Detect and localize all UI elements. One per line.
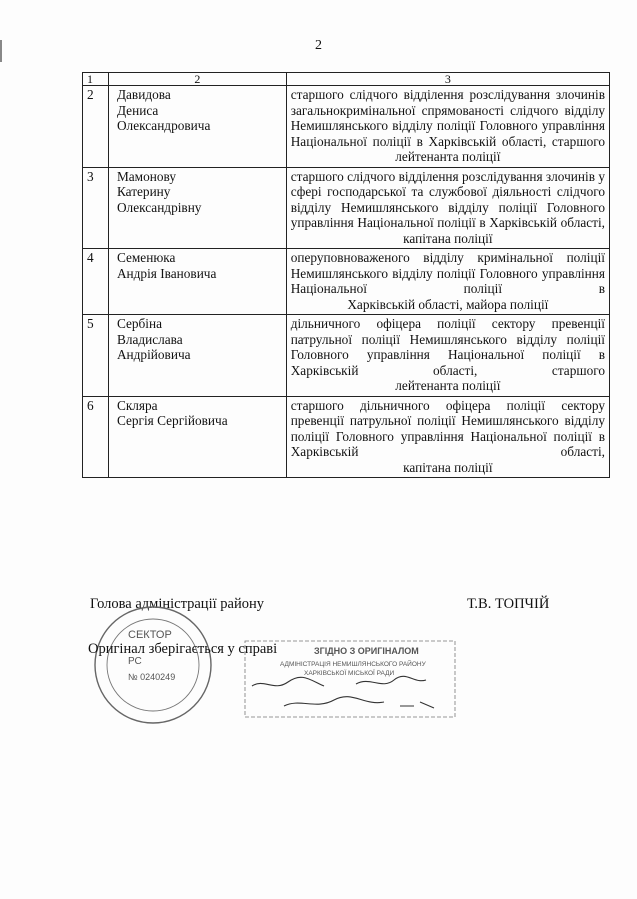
table-row (83, 249, 610, 315)
person-name-line: Мамонову (116, 168, 176, 184)
certified-copy-stamp (244, 640, 456, 718)
scan-edge-mark (0, 40, 2, 62)
appointments-table (82, 72, 610, 478)
person-name-line: Давидова (116, 87, 171, 102)
page-number: 2 (315, 38, 322, 53)
round-stamp (88, 600, 218, 730)
table-header-row (83, 73, 610, 86)
position-description (286, 167, 609, 249)
table-row (83, 396, 610, 478)
position-description (286, 249, 609, 315)
position-description-text: старшого дільничного офіцера поліції сектору превенції патрульної поліції Немишлянського відділу поліції Головного управління Національної поліції в Харківській області, (290, 397, 605, 459)
round-stamp-number: № 0240249 (128, 672, 176, 682)
person-name-line: Владислава (116, 331, 183, 347)
table-row (83, 167, 610, 249)
header-cell-number: 1 (83, 73, 109, 86)
position-description-text: старшого слідчого відділення розслідування злочинів у сфері господарської та службової діяльності слідчого відділу Немишлянського відділу поліції Головного управління Національної поліції в Харківській області, (290, 168, 605, 230)
row-number: 4 (83, 249, 109, 315)
person-name-line: Олександрівну (116, 199, 202, 215)
handwritten-signature-2 (356, 676, 426, 684)
position-description-last-line: Харківській області, майора поліції (347, 296, 549, 312)
handwritten-signature-1 (252, 677, 324, 686)
stamp-title: ЗГІДНО З ОРИГІНАЛОМ (314, 646, 419, 656)
handwritten-date (400, 702, 434, 708)
signatory-name: Т.В. ТОПЧІЙ (467, 596, 550, 612)
table-row (83, 315, 610, 397)
position-description-last-line: лейтенанта поліції (395, 378, 501, 393)
row-number: 3 (83, 167, 109, 249)
position-description-text: дільничного офіцера поліції сектору превенції патрульної поліції Немишлянського відділу поліції Головного управління Національної поліції в Харківській області, старшого (290, 316, 605, 378)
row-number: 6 (83, 396, 109, 478)
position-description-text: оперуповноваженого відділу кримінальної поліції Немишлянського відділу поліції Головного управління Національної поліції в (290, 250, 605, 296)
handwritten-signature-3 (284, 697, 384, 706)
person-name (108, 86, 286, 168)
person-name-line: Катерину (116, 184, 171, 199)
position-description-last-line: капітана поліції (403, 459, 493, 475)
stamp-line-3: ХАРКІВСЬКОЇ МІСЬКОЇ РАДИ (304, 670, 395, 677)
person-name-line: Олександровича (116, 118, 211, 133)
position-description-text: старшого слідчого відділення розслідування злочинів загальнокримінальної спрямованості слідчого відділу Немишлянського відділу поліції Головного управління Національної поліції в Харківській області, старшого (290, 87, 605, 149)
header-cell-position: 3 (286, 73, 609, 86)
row-number: 5 (83, 315, 109, 397)
position-description (286, 86, 609, 168)
person-name-line: Андрійовича (116, 347, 191, 362)
person-name-line: Семенюка (116, 250, 176, 265)
person-name-line: Андрія Івановича (116, 265, 217, 281)
round-stamp-title: СЕКТОР (128, 629, 172, 641)
person-name (108, 396, 286, 478)
table-row (83, 86, 610, 168)
person-name (108, 167, 286, 249)
position-description (286, 396, 609, 478)
person-name (108, 315, 286, 397)
header-cell-name: 2 (108, 73, 286, 86)
person-name-line: Сергія Сергійовича (116, 413, 228, 428)
person-name-line: Дениса (116, 102, 159, 118)
round-stamp-code: РС (128, 656, 142, 667)
position-description-last-line: лейтенанта поліції (395, 149, 501, 164)
signatory-position: Голова адміністрації району (90, 596, 264, 612)
person-name (108, 249, 286, 315)
original-note: Оригінал зберігається у справі (88, 641, 278, 657)
person-name-line: Сербіна (116, 316, 163, 331)
person-name-line: Скляра (116, 397, 158, 413)
stamp-line-2: АДМІНІСТРАЦІЯ НЕМИШЛЯНСЬКОГО РАЙОНУ (280, 661, 426, 668)
row-number: 2 (83, 86, 109, 168)
position-description-last-line: капітана поліції (403, 230, 493, 246)
position-description (286, 315, 609, 397)
